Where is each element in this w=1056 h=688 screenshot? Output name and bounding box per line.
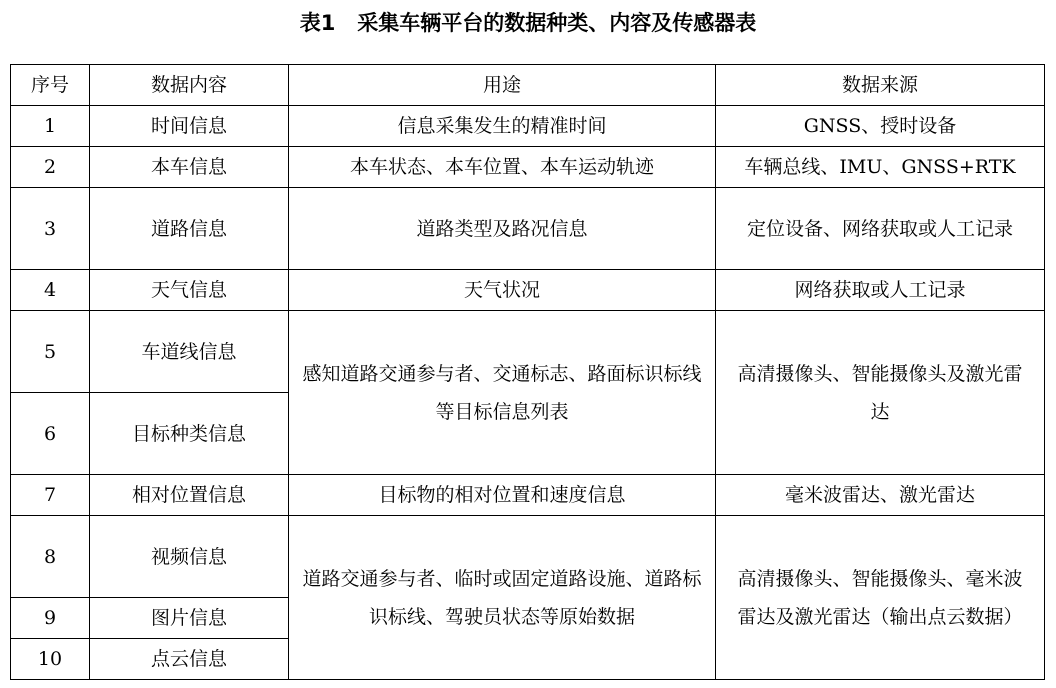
row-content: 点云信息 (90, 639, 289, 680)
row-source: 定位设备、网络获取或人工记录 (716, 188, 1045, 270)
row-usage-merged: 感知道路交通参与者、交通标志、路面标识标线等目标信息列表 (289, 311, 716, 475)
table-header-row (11, 65, 1045, 106)
row-content: 道路信息 (90, 188, 289, 270)
row-source: 车辆总线、IMU、GNSS+RTK (716, 147, 1045, 188)
row-number: 9 (11, 598, 90, 639)
row-content: 相对位置信息 (90, 475, 289, 516)
row-number: 6 (11, 393, 90, 475)
row-usage: 本车状态、本车位置、本车运动轨迹 (289, 147, 716, 188)
row-number: 1 (11, 106, 90, 147)
row-usage: 信息采集发生的精准时间 (289, 106, 716, 147)
header-cell-content: 数据内容 (90, 65, 289, 106)
row-source: 网络获取或人工记录 (716, 270, 1045, 311)
header-cell-usage: 用途 (289, 65, 716, 106)
table-row (11, 516, 1045, 598)
row-source: 毫米波雷达、激光雷达 (716, 475, 1045, 516)
row-usage: 天气状况 (289, 270, 716, 311)
row-content: 本车信息 (90, 147, 289, 188)
row-content: 天气信息 (90, 270, 289, 311)
table-row (11, 106, 1045, 147)
table-row (11, 311, 1045, 393)
row-number: 5 (11, 311, 90, 393)
table-row (11, 270, 1045, 311)
row-number: 7 (11, 475, 90, 516)
row-source-merged: 高清摄像头、智能摄像头及激光雷达 (716, 311, 1045, 475)
row-content: 车道线信息 (90, 311, 289, 393)
row-number: 8 (11, 516, 90, 598)
table-row (11, 475, 1045, 516)
row-number: 2 (11, 147, 90, 188)
header-cell-index: 序号 (11, 65, 90, 106)
table-caption: 表1 采集车辆平台的数据种类、内容及传感器表 (299, 11, 757, 35)
table-row (11, 147, 1045, 188)
table-row (11, 188, 1045, 270)
row-number: 4 (11, 270, 90, 311)
data-table (10, 64, 1045, 680)
row-content: 目标种类信息 (90, 393, 289, 475)
row-number: 3 (11, 188, 90, 270)
row-usage: 道路类型及路况信息 (289, 188, 716, 270)
row-source: GNSS、授时设备 (716, 106, 1045, 147)
row-number: 10 (11, 639, 90, 680)
row-source-merged: 高清摄像头、智能摄像头、毫米波雷达及激光雷达（输出点云数据） (716, 516, 1045, 680)
row-content: 视频信息 (90, 516, 289, 598)
row-usage: 目标物的相对位置和速度信息 (289, 475, 716, 516)
row-content: 时间信息 (90, 106, 289, 147)
header-cell-source: 数据来源 (716, 65, 1045, 106)
row-usage-merged: 道路交通参与者、临时或固定道路设施、道路标识标线、驾驶员状态等原始数据 (289, 516, 716, 680)
row-content: 图片信息 (90, 598, 289, 639)
